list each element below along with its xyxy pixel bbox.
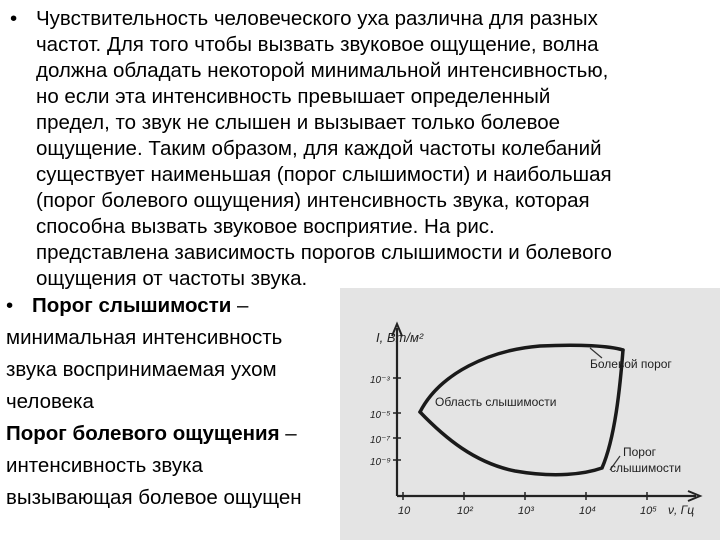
- threshold-definition-line: минимальная интенсивность: [6, 326, 283, 349]
- hearing-thresholds-figure: [340, 288, 720, 540]
- y-tick-label: 10⁻⁵: [370, 410, 391, 421]
- bullet: •: [10, 7, 18, 30]
- paragraph-line: должна обладать некоторой минимальной интенсивностью,: [36, 59, 609, 82]
- audible-region-label: Область слышимости: [435, 395, 557, 409]
- y-tick-label: 10⁻⁹: [370, 457, 391, 468]
- intro-paragraph: [10, 6, 715, 292]
- threshold-dash: –: [231, 294, 249, 317]
- pain-definition-line: интенсивность звука: [6, 454, 203, 477]
- bullet: •: [6, 294, 14, 317]
- pain-heading: [6, 418, 351, 450]
- x-axis-label: ν, Гц: [668, 503, 695, 517]
- paragraph-line: существует наименьшая (порог слышимости) и наибольшая: [36, 163, 612, 186]
- paragraph-line: частот. Для того чтобы вызвать звуковое ощущение, волна: [36, 33, 599, 56]
- paragraph-line: ощущения от частоты звука.: [36, 267, 308, 290]
- x-tick-label: 10³: [518, 505, 534, 517]
- paragraph-line: но если эта интенсивность превышает определенный: [36, 85, 551, 108]
- hearing-diagram: [340, 288, 720, 540]
- x-tick-label: 10⁴: [579, 505, 596, 517]
- threshold-definition-line: человека: [6, 390, 94, 413]
- threshold-title: Порог слышимости: [32, 294, 232, 317]
- definitions: [6, 290, 351, 514]
- y-tick-label: 10⁻⁷: [370, 435, 391, 446]
- paragraph-line: Чувствительность человеческого уха различна для разных: [36, 7, 598, 30]
- threshold-heading: [32, 290, 248, 322]
- pain-dash: –: [279, 422, 297, 445]
- y-axis-label: I, Вт/м²: [376, 330, 424, 345]
- paragraph-line: (порог болевого ощущения) интенсивность звука, которая: [36, 189, 590, 212]
- paragraph-line: ощущение. Таким образом, для каждой частоты колебаний: [36, 137, 602, 160]
- threshold-definition-line: звука воспринимаемая ухом: [6, 358, 277, 381]
- x-tick-label: 10²: [457, 505, 473, 517]
- paragraph-line: представлена зависимость порогов слышимости и болевого: [36, 241, 612, 264]
- y-tick-label: 10⁻³: [370, 375, 390, 386]
- x-tick-label: 10⁵: [640, 505, 657, 517]
- pain-title: Порог болевого ощущения: [6, 422, 280, 445]
- paragraph-line: предел, то звук не слышен и вызывает только болевое: [36, 111, 561, 134]
- pain-definition-line: вызывающая болевое ощущен: [6, 486, 302, 509]
- hearing-threshold-label: Порог: [623, 445, 657, 459]
- pain-threshold-label: Болевой порог: [590, 357, 672, 371]
- paragraph-line: способна вызвать звуковое восприятие. На рис.: [36, 215, 495, 238]
- hearing-threshold-label: слышимости: [610, 461, 682, 475]
- x-tick-label: 10: [398, 505, 411, 517]
